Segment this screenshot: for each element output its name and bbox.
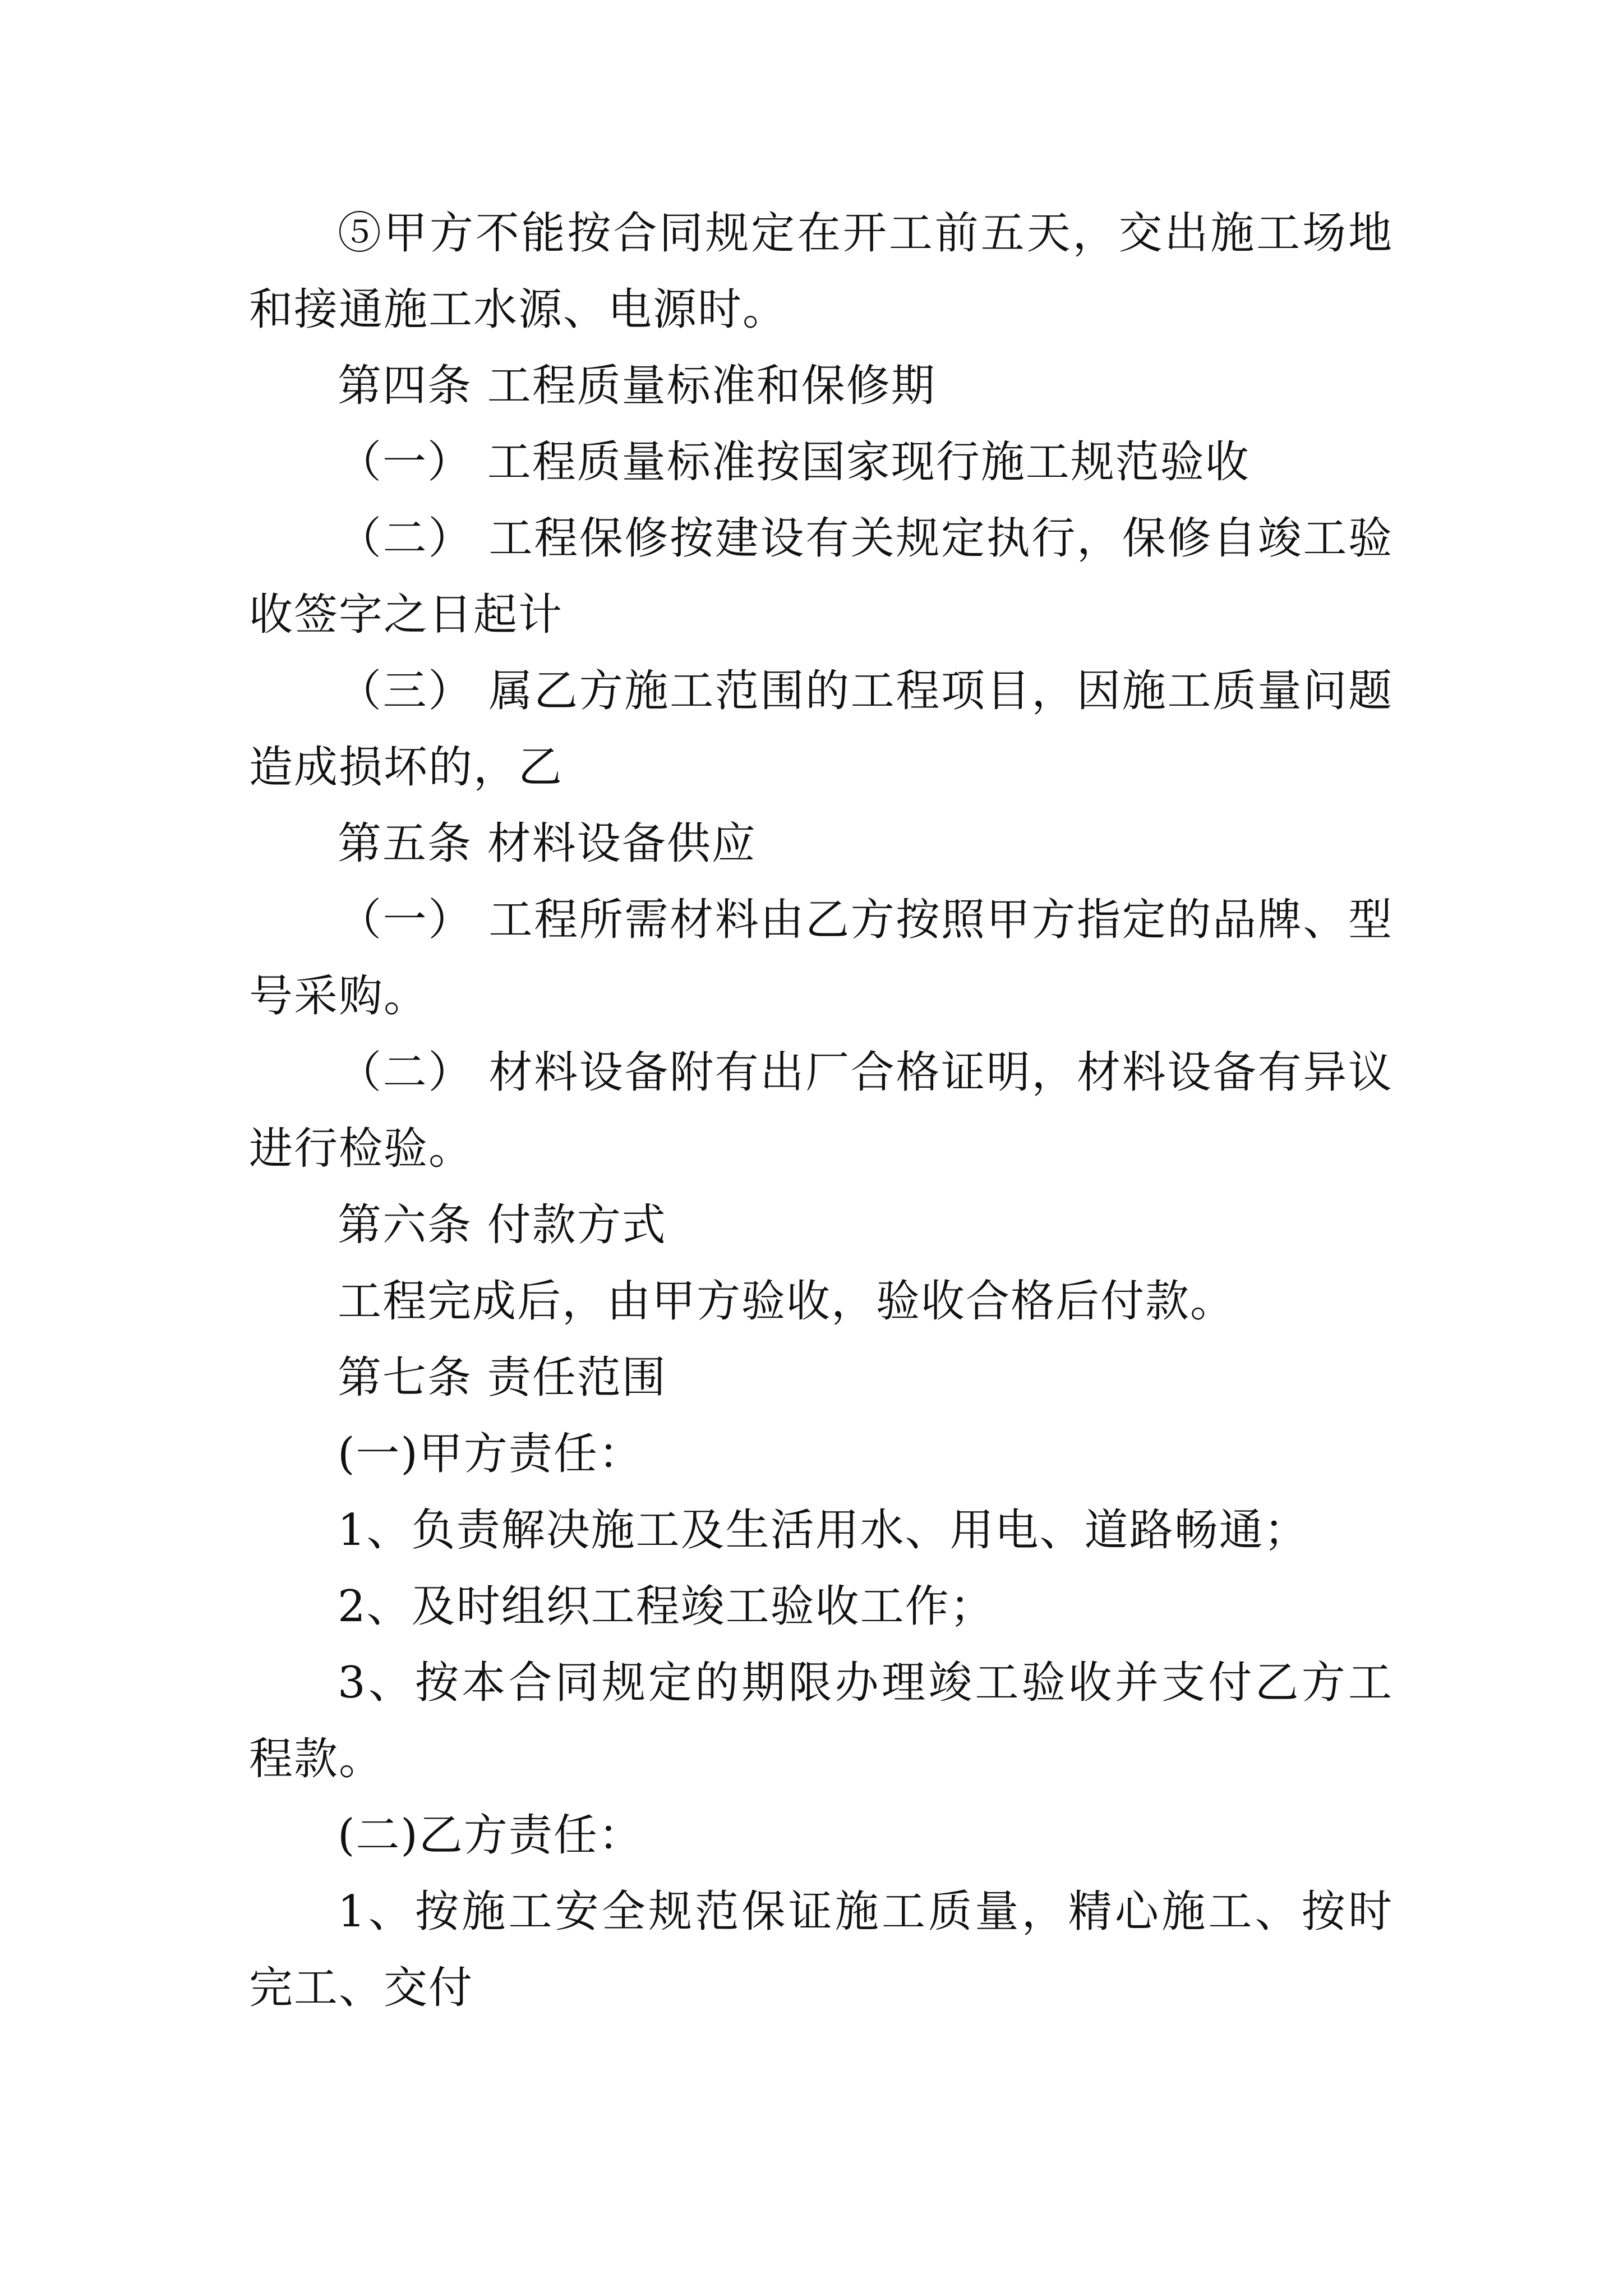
heading-article-5-materials: 第五条 材料设备供应 bbox=[338, 818, 757, 869]
list-item-party-a-3: 3、按本合同规定的期限办理竣工验收并支付乙方工程款。 bbox=[249, 1658, 1393, 1784]
paragraph-material-procurement: （一） 工程所需材料由乙方按照甲方指定的品牌、型号采购。 bbox=[249, 895, 1393, 1022]
paragraph-quality-standard: （一） 工程质量标准按国家现行施工规范验收 bbox=[338, 437, 1250, 487]
heading-party-a-responsibilities: (一)甲方责任： bbox=[338, 1429, 643, 1479]
paragraph-clause-5-site-handover: ⑤甲方不能按合同规定在开工前五天，交出施工场地和接通施工水源、电源时。 bbox=[249, 208, 1393, 335]
heading-article-6-payment: 第六条 付款方式 bbox=[338, 1200, 667, 1250]
paragraph-payment-terms: 工程完成后，由甲方验收，验收合格后付款。 bbox=[338, 1276, 1235, 1327]
heading-article-4-quality-warranty: 第四条 工程质量标准和保修期 bbox=[338, 361, 936, 411]
list-item-party-b-1: 1、按施工安全规范保证施工质量，精心施工、按时完工、交付 bbox=[249, 1887, 1393, 2013]
paragraph-material-certificates: （二） 材料设备附有出厂合格证明，材料设备有异议进行检验。 bbox=[249, 1047, 1393, 1174]
heading-party-b-responsibilities: (二)乙方责任： bbox=[338, 1810, 643, 1861]
contract-body bbox=[249, 195, 1393, 2026]
list-item-party-a-1: 1、负责解决施工及生活用水、用电、道路畅通； bbox=[338, 1505, 1309, 1556]
paragraph-warranty-period: （二） 工程保修按建设有关规定执行，保修自竣工验收签字之日起计 bbox=[249, 513, 1393, 640]
paragraph-quality-damage: （三） 属乙方施工范围的工程项目，因施工质量问题造成损坏的，乙 bbox=[249, 666, 1393, 793]
list-item-party-a-2: 2、及时组织工程竣工验收工作； bbox=[338, 1581, 995, 1632]
heading-article-7-responsibilities: 第七条 责任范围 bbox=[338, 1352, 667, 1403]
